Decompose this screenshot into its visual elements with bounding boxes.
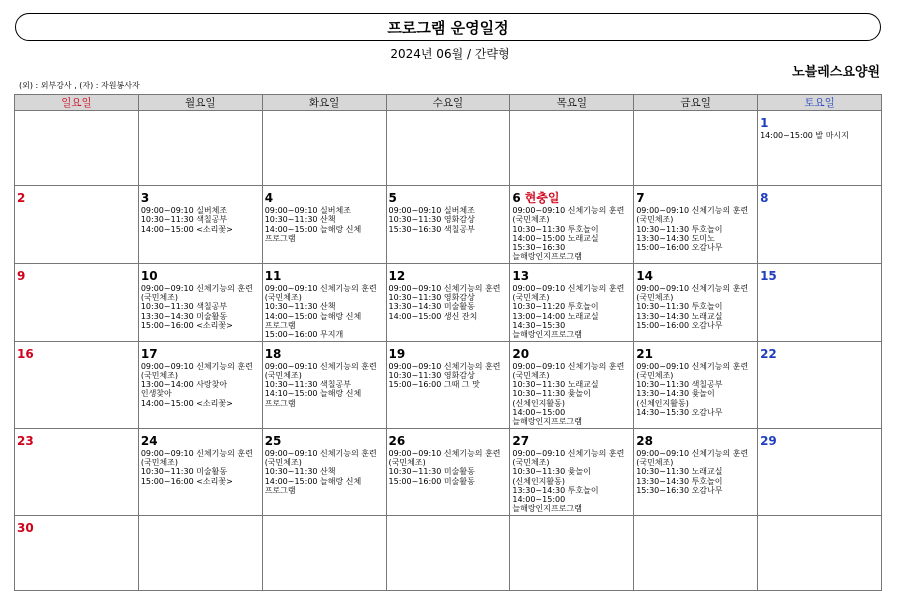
day-cell-header (636, 265, 755, 284)
legend: (외) : 외부강사 , (자) : 자원봉사자 (19, 81, 140, 90)
day-number: 20 (512, 346, 530, 361)
day-cell (634, 111, 758, 186)
event-item: 13:30~14:30 도미노 (636, 233, 715, 243)
day-cell (510, 515, 634, 590)
event-item: 14:00~15:00 늘해랑인지프로그램 (512, 495, 582, 514)
page-subtitle: 2024년 06월 / 간략형 (390, 47, 510, 61)
day-number: 15 (760, 268, 777, 283)
day-cell-header (17, 265, 136, 284)
day-cell (510, 341, 634, 428)
day-cell-header (141, 187, 260, 206)
event-item: 15:00~16:00 <소리꽃> (140, 320, 233, 330)
day-cell (138, 428, 262, 515)
event-item: 09:00~09:10 신체기능의 훈련 (388, 361, 501, 371)
day-number: 11 (264, 268, 282, 283)
day-cell (386, 341, 510, 428)
day-cell (15, 111, 139, 186)
day-cell (386, 111, 510, 186)
weekday-header-mon: 월요일 (138, 95, 262, 111)
day-number: 17 (140, 346, 158, 361)
event-item: 09:00~09:10 신체기능의 훈련 (국민체조) (140, 283, 253, 303)
day-cell-header (389, 343, 508, 362)
day-cell-header (389, 265, 508, 284)
week-row (15, 263, 882, 341)
event-item: 13:30~14:30 투호놀이 (512, 485, 599, 495)
day-cell (262, 263, 386, 341)
day-cell-header (636, 187, 755, 206)
event-item: 13:30~14:30 윷놀이(신체인지활동) (636, 389, 715, 408)
day-cell (15, 186, 139, 264)
event-item: 09:00~09:10 신체기능의 훈련 (국민체조) (264, 283, 377, 303)
day-cell-header (265, 430, 384, 449)
day-cell-header (760, 343, 879, 362)
event-item: 09:00~09:10 신체기능의 훈련 (국민체조) (512, 448, 625, 467)
event-item: 15:00~16:00 그때 그 맛 (388, 380, 480, 390)
day-number: 22 (760, 346, 777, 361)
holiday-label: 현충일 (524, 191, 560, 205)
event-item: 10:30~11:30 미술활동 (388, 467, 475, 477)
event-item: 10:30~11:30 윷놀이(신체인지활동) (512, 389, 591, 408)
event-item: 09:00~09:10 신체기능의 훈련 (국민체조) (140, 448, 253, 467)
day-cell (386, 515, 510, 590)
day-cell-header (760, 112, 879, 131)
event-item: 15:30~16:30 색칠공부 (388, 224, 475, 234)
event-item: 14:00~15:00 늘해랑 신체 프로그램 (264, 311, 362, 330)
day-cell-header (17, 517, 136, 536)
day-cell (510, 111, 634, 186)
day-number: 16 (17, 346, 34, 361)
day-number: 1 (760, 116, 769, 130)
day-cell (262, 428, 386, 515)
event-item: 14:30~15:30 오감나무 (636, 408, 723, 418)
event-item: 10:30~11:30 산책 (264, 302, 336, 312)
day-cell (758, 428, 882, 515)
day-number: 25 (264, 433, 282, 448)
event-item: 10:30~11:30 산책 (264, 467, 336, 477)
event-list (265, 206, 384, 243)
event-item: 09:00~09:10 신체기능의 훈련 (국민체조) (636, 448, 749, 467)
event-list (141, 362, 260, 408)
day-number: 19 (388, 346, 406, 361)
event-list (389, 449, 508, 486)
event-item: 10:30~11:30 노래교실 (636, 467, 723, 477)
day-cell (386, 263, 510, 341)
event-item: 09:00~09:10 실버체조 (140, 206, 228, 215)
event-item: 13:30~14:30 노래교실 (636, 311, 723, 321)
week-row (15, 515, 882, 590)
event-list (141, 284, 260, 330)
event-item: 10:30~11:30 색칠공부 (140, 302, 228, 312)
day-number: 5 (388, 191, 397, 205)
event-item: 09:00~09:10 신체기능의 훈련 (국민체조) (388, 448, 501, 467)
event-list (265, 362, 384, 408)
weekday-header-fri: 금요일 (634, 95, 758, 111)
event-item: 14:10~15:00 늘해랑 신체 프로그램 (264, 389, 362, 408)
event-item: 10:30~11:30 노래교실 (512, 380, 599, 390)
day-number: 30 (17, 520, 34, 535)
day-cell (138, 341, 262, 428)
event-item: 15:00~16:00 미술활동 (388, 476, 475, 486)
day-cell-header (265, 343, 384, 362)
event-list (636, 449, 755, 495)
day-cell (386, 186, 510, 264)
event-item: 10:30~11:30 색칠공부 (140, 215, 228, 225)
event-list (389, 284, 508, 321)
day-cell-header (512, 187, 631, 206)
event-list (512, 206, 631, 262)
day-cell (758, 186, 882, 264)
day-cell-header (636, 430, 755, 449)
weekday-header-row (15, 95, 882, 111)
event-item: 14:30~15:30 늘해랑인지프로그램 (512, 320, 582, 340)
day-number: 28 (636, 433, 653, 448)
day-cell (138, 515, 262, 590)
day-cell-header (141, 265, 260, 284)
day-cell (138, 111, 262, 186)
event-item: 15:30~16:30 오감나무 (636, 485, 723, 495)
event-item: 10:30~11:30 미술활동 (140, 467, 228, 477)
event-list (389, 206, 508, 234)
day-cell (510, 263, 634, 341)
day-number: 27 (512, 433, 530, 448)
event-item: 09:00~09:10 신체기능의 훈련 (국민체조) (636, 206, 749, 225)
event-item: 13:00~14:00 노래교실 (512, 311, 599, 321)
event-list (760, 131, 879, 140)
day-cell-header (760, 187, 879, 206)
week-row (15, 186, 882, 264)
day-cell-header (265, 187, 384, 206)
day-cell-header (389, 430, 508, 449)
day-cell (634, 428, 758, 515)
event-list (265, 449, 384, 495)
event-list (512, 362, 631, 427)
event-list (512, 449, 631, 514)
day-cell-header (17, 430, 136, 449)
event-list (636, 206, 755, 252)
event-item: 09:00~09:10 신체기능의 훈련 (388, 283, 501, 293)
event-item: 10:30~11:30 영화감상 (388, 293, 475, 303)
event-item: 14:00~15:00 생신 잔치 (388, 311, 478, 321)
day-number: 18 (264, 346, 282, 361)
event-item: 10:30~11:20 투호놀이 (512, 302, 599, 312)
day-cell-header (17, 343, 136, 362)
event-list (265, 284, 384, 340)
day-cell (510, 428, 634, 515)
day-number: 12 (388, 268, 406, 283)
day-cell (634, 186, 758, 264)
event-item: 14:00~15:00 늘해랑 신체 프로그램 (264, 476, 362, 495)
event-list (141, 206, 260, 234)
day-cell-header (512, 265, 631, 284)
day-number: 9 (17, 268, 26, 283)
event-item: 15:00~16:00 오감나무 (636, 320, 723, 330)
day-cell (758, 263, 882, 341)
event-item: 09:00~09:10 신체기능의 훈련 (국민체조) (512, 361, 625, 380)
day-cell (262, 111, 386, 186)
event-item: 14:00~15:00 늘해랑인지프로그램 (512, 408, 582, 427)
day-cell (15, 515, 139, 590)
day-cell (262, 515, 386, 590)
day-cell (386, 428, 510, 515)
day-cell (15, 263, 139, 341)
event-item: 10:30~11:30 윷놀이(신체인지활동) (512, 467, 591, 486)
event-item: 10:30~11:30 색칠공부 (264, 380, 351, 390)
day-cell-header (760, 265, 879, 284)
event-list (512, 284, 631, 340)
week-row (15, 111, 882, 186)
event-item: 15:00~16:00 오감나무 (636, 243, 723, 253)
day-cell (262, 341, 386, 428)
event-item: 10:30~11:30 투호놀이 (512, 224, 599, 234)
weekday-header-sun: 일요일 (15, 95, 139, 111)
event-item: 09:00~09:10 신체기능의 훈련 (국민체조) (512, 206, 625, 225)
day-number: 10 (140, 268, 158, 283)
day-cell-header (141, 430, 260, 449)
page-title: 프로그램 운영일정 (15, 13, 881, 41)
day-cell (634, 341, 758, 428)
day-cell (758, 341, 882, 428)
event-item: 14:00~15:00 <소리꽃> (140, 398, 233, 408)
event-item: 10:30~11:30 투호놀이 (636, 302, 723, 312)
weekday-header-thu: 목요일 (510, 95, 634, 111)
event-list (636, 362, 755, 418)
day-cell-header (17, 187, 136, 206)
day-number: 7 (636, 191, 645, 205)
day-cell-header (636, 343, 755, 362)
event-item: 15:00~16:00 <소리꽃> (140, 476, 233, 486)
event-item: 09:00~09:10 신체기능의 훈련 (국민체조) (140, 361, 253, 380)
event-item: 13:00~14:00 사랑찾아 인생찾아 (140, 380, 228, 399)
event-item: 10:30~11:30 투호놀이 (636, 224, 723, 234)
event-item: 09:00~09:10 실버체조 (264, 206, 351, 215)
day-cell (758, 111, 882, 186)
week-row (15, 341, 882, 428)
weekday-header-sat: 토요일 (758, 95, 882, 111)
event-item: 14:00~15:00 발 마시지 (760, 131, 849, 140)
day-cell (15, 341, 139, 428)
day-number: 14 (636, 268, 653, 283)
day-cell (634, 515, 758, 590)
event-item: 10:30~11:30 영화감상 (388, 215, 475, 225)
week-row (15, 428, 882, 515)
event-item: 09:00~09:10 신체기능의 훈련 (국민체조) (512, 283, 625, 303)
event-item: 10:30~11:30 산책 (264, 215, 336, 225)
day-cell (510, 186, 634, 264)
day-cell-header (141, 343, 260, 362)
event-item: 10:30~11:30 영화감상 (388, 370, 475, 380)
event-list (141, 449, 260, 486)
day-number: 8 (760, 191, 769, 205)
event-item: 09:00~09:10 신체기능의 훈련 (국민체조) (264, 448, 377, 467)
weekday-header-tue: 화요일 (262, 95, 386, 111)
event-item: 15:00~16:00 무지개 (264, 330, 344, 340)
day-cell-header (760, 430, 879, 449)
day-number: 3 (140, 191, 150, 205)
day-number: 21 (636, 346, 653, 361)
day-cell-header (389, 187, 508, 206)
day-number: 4 (264, 191, 274, 205)
day-number: 6 (512, 191, 521, 205)
event-item: 13:30~14:30 미술활동 (140, 311, 228, 321)
day-cell (138, 263, 262, 341)
event-item: 10:30~11:30 색칠공부 (636, 380, 723, 390)
day-number: 2 (17, 191, 26, 205)
event-item: 14:00~15:00 노래교실 (512, 233, 599, 243)
event-item: 13:30~14:30 미술활동 (388, 302, 475, 312)
day-cell-header (512, 343, 631, 362)
day-number: 26 (388, 433, 406, 448)
day-cell (262, 186, 386, 264)
event-item: 09:00~09:10 실버체조 (388, 206, 475, 215)
day-cell (138, 186, 262, 264)
day-cell-header (265, 265, 384, 284)
day-cell-header (512, 430, 631, 449)
calendar-table (14, 94, 882, 591)
day-number: 24 (140, 433, 158, 448)
event-item: 09:00~09:10 신체기능의 훈련 (국민체조) (636, 283, 749, 303)
day-number: 29 (760, 433, 777, 448)
day-cell (758, 515, 882, 590)
day-cell (15, 428, 139, 515)
day-number: 23 (17, 433, 34, 448)
event-item: 13:30~14:30 투호놀이 (636, 476, 723, 486)
event-list (389, 362, 508, 390)
event-item: 09:00~09:10 신체기능의 훈련 (국민체조) (636, 361, 749, 380)
event-list (636, 284, 755, 330)
event-item: 09:00~09:10 신체기능의 훈련 (국민체조) (264, 361, 377, 380)
event-item: 15:30~16:30 늘해랑인지프로그램 (512, 243, 582, 262)
organization-name: 노블레스요양원 (792, 65, 880, 80)
weekday-header-wed: 수요일 (386, 95, 510, 111)
day-number: 13 (512, 268, 530, 283)
event-item: 14:00~15:00 <소리꽃> (140, 224, 233, 234)
day-cell (634, 263, 758, 341)
event-item: 14:00~15:00 늘해랑 신체 프로그램 (264, 224, 362, 243)
